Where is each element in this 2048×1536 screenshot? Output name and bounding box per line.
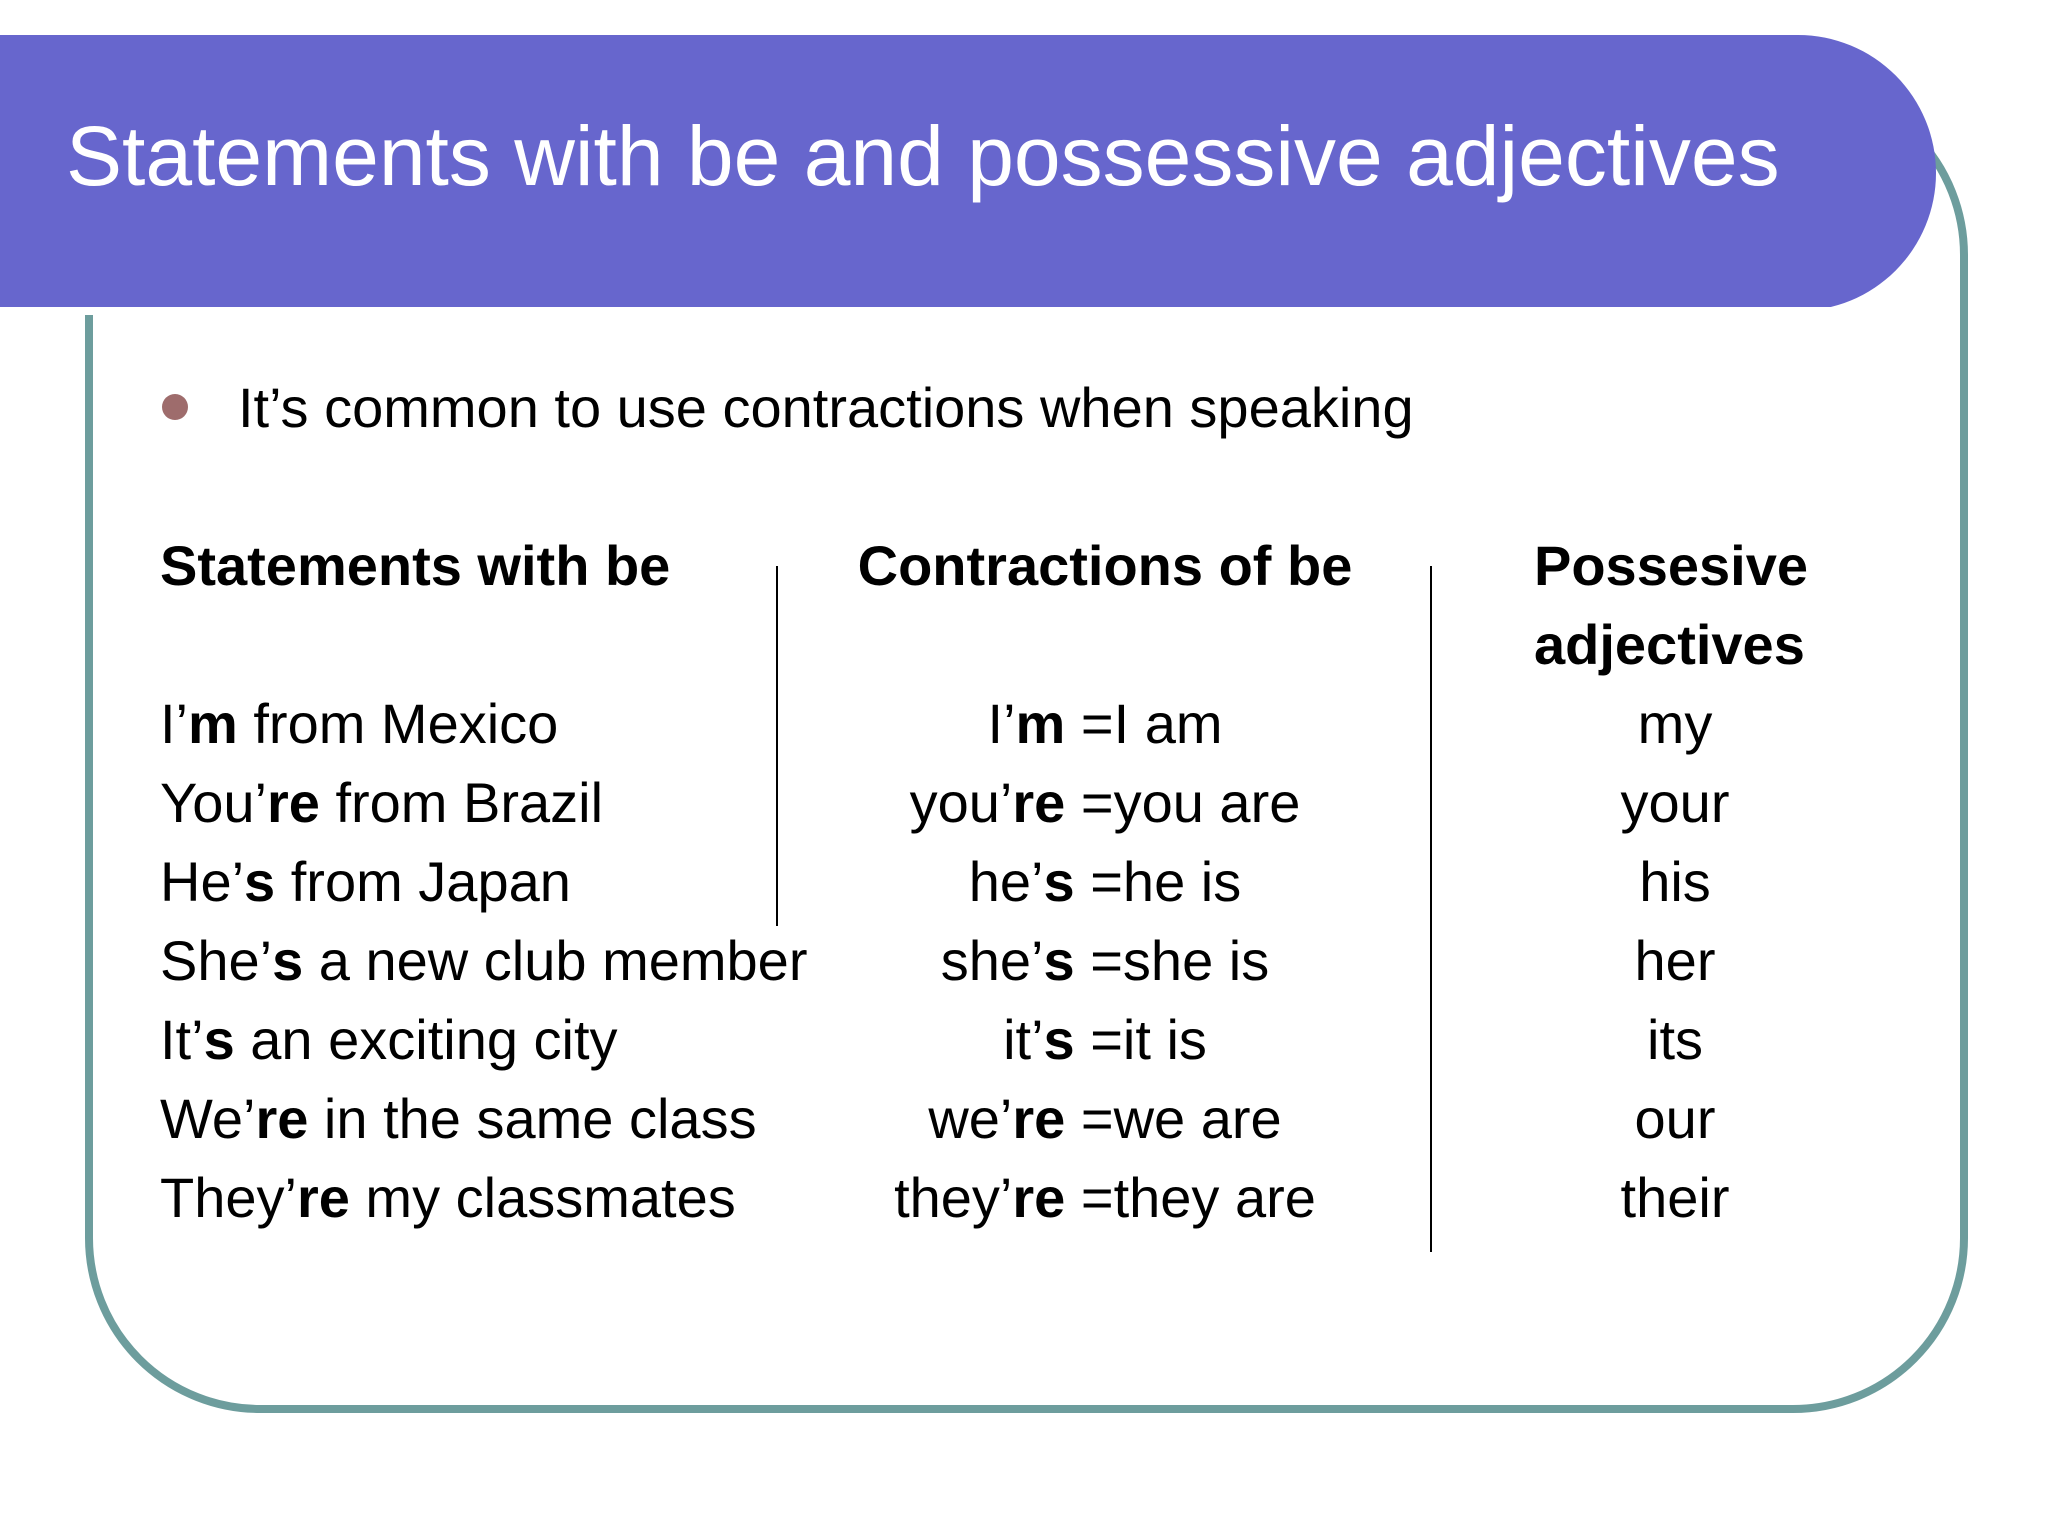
contraction-row: [795, 684, 1415, 763]
possessive-row: my: [1637, 692, 1713, 755]
bullet-dot-icon: [162, 394, 188, 420]
contraction-row: [795, 842, 1415, 921]
row-text: They’: [160, 1166, 297, 1229]
contraction-row: [795, 1158, 1415, 1237]
row-text: I’: [987, 692, 1016, 755]
row-text: she’: [940, 929, 1044, 992]
row-bold-contraction: s: [272, 929, 304, 992]
row-text: I’: [160, 692, 188, 755]
row-text: in the same class: [308, 1087, 757, 1150]
statements-column: [160, 526, 840, 1237]
statement-row: [160, 842, 840, 921]
row-text: an exciting city: [234, 1008, 618, 1071]
possessive-header: [1490, 526, 1860, 684]
row-text: =he is: [1074, 850, 1242, 913]
row-text: he’: [968, 850, 1044, 913]
possessive-column: [1490, 526, 1860, 1237]
row-bold-contraction: s: [1043, 850, 1075, 913]
row-bold-contraction: s: [1043, 1008, 1075, 1071]
possessive-row: his: [1639, 850, 1711, 913]
contraction-row: [795, 921, 1415, 1000]
title-underline: [0, 307, 1837, 315]
row-text: a new club member: [303, 929, 808, 992]
row-text: We’: [160, 1087, 256, 1150]
possessive-header-line: Possesive: [1534, 534, 1808, 597]
statements-header: Statements with be: [160, 534, 671, 597]
possessive-row: its: [1647, 1008, 1703, 1071]
row-bold-contraction: s: [203, 1008, 235, 1071]
contractions-column: [795, 526, 1415, 1237]
contraction-row: [795, 1079, 1415, 1158]
row-text: you’: [909, 771, 1013, 834]
row-text: from Mexico: [237, 692, 559, 755]
row-text: She’: [160, 929, 273, 992]
row-bold-contraction: s: [244, 850, 276, 913]
row-bold-contraction: re: [1012, 771, 1066, 834]
row-bold-contraction: re: [266, 771, 320, 834]
bullet-text: It’s common to use contractions when speaking: [238, 375, 1414, 439]
row-bold-contraction: re: [1012, 1087, 1066, 1150]
contraction-row: [795, 1000, 1415, 1079]
row-text: my classmates: [349, 1166, 736, 1229]
row-bold-contraction: m: [188, 692, 238, 755]
row-text: it’: [1003, 1008, 1044, 1071]
statement-row: [160, 763, 840, 842]
row-bold-contraction: re: [1012, 1166, 1066, 1229]
row-text: =we are: [1065, 1087, 1282, 1150]
statement-row: [160, 684, 840, 763]
possessive-header-line: adjectives: [1534, 613, 1805, 676]
row-text: =you are: [1065, 771, 1301, 834]
row-text: =she is: [1074, 929, 1270, 992]
row-text: from Brazil: [319, 771, 604, 834]
row-text: from Japan: [275, 850, 571, 913]
column-divider: [1430, 566, 1432, 1252]
row-text: =it is: [1074, 1008, 1207, 1071]
bullet-item: [162, 372, 1414, 442]
possessive-row: your: [1620, 771, 1730, 834]
row-bold-contraction: s: [1043, 929, 1075, 992]
row-text: we’: [928, 1087, 1013, 1150]
statement-row: [160, 921, 840, 1000]
row-text: =they are: [1065, 1166, 1316, 1229]
row-bold-contraction: re: [255, 1087, 309, 1150]
row-text: He’: [160, 850, 245, 913]
row-text: =I am: [1065, 692, 1223, 755]
row-text: they’: [894, 1166, 1013, 1229]
row-text: You’: [160, 771, 267, 834]
row-text: It’: [160, 1008, 204, 1071]
possessive-row: our: [1634, 1087, 1716, 1150]
statement-row: [160, 1000, 840, 1079]
row-bold-contraction: re: [296, 1166, 350, 1229]
row-bold-contraction: m: [1015, 692, 1066, 755]
possessive-row: their: [1620, 1166, 1730, 1229]
contractions-header: Contractions of be: [857, 534, 1353, 597]
statement-row: [160, 1158, 840, 1237]
contraction-row: [795, 763, 1415, 842]
possessive-row: her: [1634, 929, 1716, 992]
slide-title: Statements with be and possessive adjectives: [66, 109, 1780, 203]
statement-row: [160, 1079, 840, 1158]
